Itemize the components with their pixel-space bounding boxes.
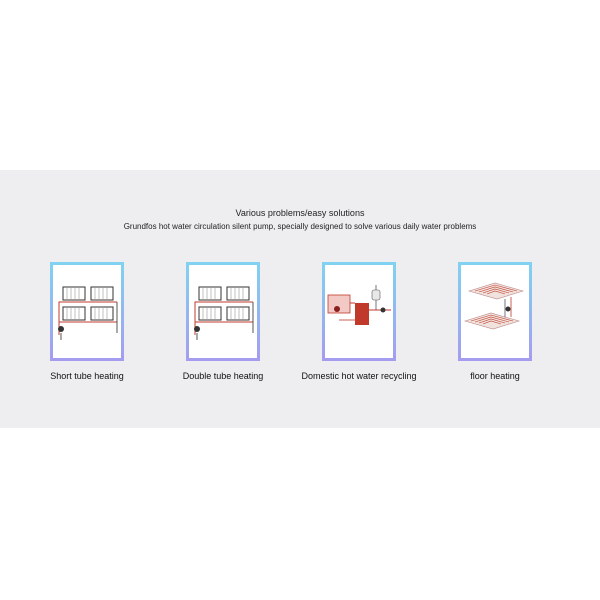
section-title: Various problems/easy solutions bbox=[235, 208, 365, 218]
card-label[interactable]: Domestic hot water recycling bbox=[301, 371, 417, 381]
card-label[interactable]: floor heating bbox=[470, 371, 520, 381]
card-image-frame[interactable] bbox=[50, 262, 124, 361]
card-domestic-hot-water[interactable] bbox=[292, 262, 426, 381]
card-short-tube-heating[interactable] bbox=[20, 262, 154, 381]
card-label[interactable]: Double tube heating bbox=[182, 371, 264, 381]
card-image-frame[interactable] bbox=[186, 262, 260, 361]
card-image-frame[interactable] bbox=[322, 262, 396, 361]
card-image-frame[interactable] bbox=[458, 262, 532, 361]
card-floor-heating[interactable] bbox=[428, 262, 562, 381]
card-label[interactable]: Short tube heating bbox=[50, 371, 124, 381]
section-subtitle: Grundfos hot water circulation silent pump, specially designed to solve various daily water problems bbox=[123, 222, 477, 231]
solutions-section bbox=[0, 170, 600, 428]
card-double-tube-heating[interactable] bbox=[156, 262, 290, 381]
boiler-system-icon bbox=[325, 265, 393, 358]
radiator-system-icon bbox=[53, 265, 121, 358]
radiator-system-icon bbox=[189, 265, 257, 358]
floor-heating-icon bbox=[461, 265, 529, 358]
